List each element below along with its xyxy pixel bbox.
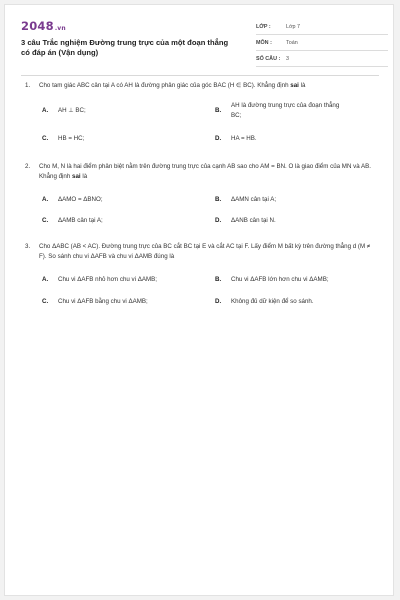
option-text: AH là đường trung trực của đoạn thẳng BC; [231,102,340,119]
meta-value: 3 [286,56,289,62]
option-text: HA = HB. [231,135,257,142]
document-title: 3 câu Trắc nghiệm Đường trung trực của một đoạn thẳng có đáp án (Vận dụng) [21,38,229,57]
meta-key: SỐ CÂU : [256,56,281,62]
option-letter: B. [215,196,222,203]
option-text: Chu vi ΔAFB lớn hơn chu vi ΔAMB; [231,276,329,283]
option-text: ΔAMN cân tại A; [231,196,277,203]
meta-row-class [256,21,388,35]
option-letter: C. [42,298,49,305]
option-text: AH ⊥ BC; [58,107,86,114]
question-number: 1. [25,82,31,89]
option-letter: D. [215,217,222,224]
option-letter: A. [42,276,49,283]
option-text: Chu vi ΔAFB nhỏ hơn chu vi ΔAMB; [58,276,157,283]
option-letter: D. [215,135,222,142]
option-text: ΔAMB cân tại A; [58,217,103,224]
meta-row-subject [256,37,388,51]
option-text: Chu vi ΔAFB bằng chu vi ΔAMB; [58,298,148,305]
option-letter: A. [42,107,49,114]
option-letter: B. [215,107,222,114]
question-text-part: Cho tam giác ABC cân tại A có AH là đường phân giác của góc BAC (H ∈ BC). Khẳng định [39,82,291,89]
logo-text: 2048 [21,19,54,33]
meta-value: Lớp 7 [286,24,301,30]
option-letter: A. [42,196,49,203]
question-text [39,81,375,91]
worksheet-page [4,4,394,596]
question-text-part: là [80,173,88,180]
question-emphasis: sai [290,82,299,89]
option-letter: D. [215,298,222,305]
meta-key: MÔN : [256,40,272,46]
option-letter: B. [215,276,222,283]
document-header [21,19,385,71]
option-text: HB = HC; [58,135,85,142]
question-number: 2. [25,163,31,170]
option-letter: C. [42,217,49,224]
logo-suffix: .vn [54,25,66,32]
question-text-part: là [298,82,306,89]
header-divider [21,75,379,76]
meta-key: LỚP : [256,24,271,30]
site-logo[interactable] [21,19,66,33]
option-text: ΔAMO = ΔBNO; [58,196,103,203]
question-emphasis: sai [72,173,81,180]
option-letter: C. [42,135,49,142]
question-text-part: Cho ΔABC (AB < AC). Đường trung trực của BC cắt BC tại E và cắt AC tại F. Lấy điểm M bất kỳ trên đường thẳng d (M ≠ F). So sánh chu vi ΔAFB và chu vi ΔAMB đúng là [39,243,371,260]
question-text [39,162,375,182]
meta-box [256,21,388,69]
option-text: Không đủ dữ kiện để so sánh. [231,298,314,305]
option-text: ΔANB cân tại N. [231,217,276,224]
question-text-part: Cho M, N là hai điểm phân biệt nằm trên đường trung trực của cạnh AB sao cho AM = BN. O là giao điểm của MN và AB. Khẳng định [39,163,372,180]
question-number: 3. [25,243,31,250]
meta-value: Toán [286,40,298,46]
meta-row-count [256,53,388,67]
question-text [39,242,375,262]
